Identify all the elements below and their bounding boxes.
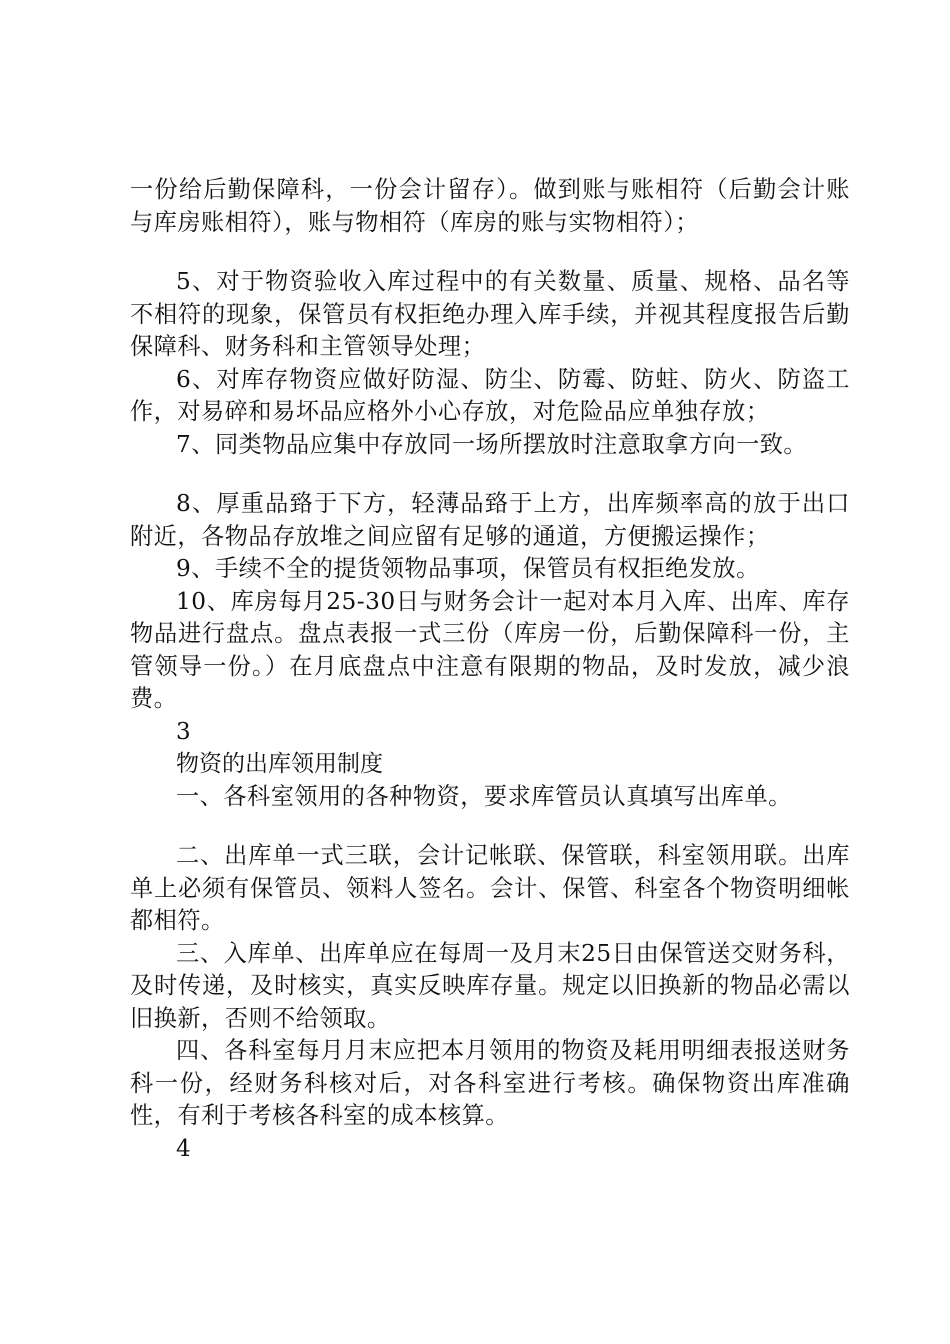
page-marker-4: 4 [176,1135,191,1162]
spacer [130,813,850,840]
document-page [130,174,850,1165]
paragraph-item-8: 8、厚重品臵于下方，轻薄品臵于上方，出库频率高的放于出口附近，各物品存放堆之间应留有足够的通道，方便搬运操作； [130,490,850,550]
paragraph-continuation: 一份给后勤保障科，一份会计留存）。做到账与账相符（后勤会计账与库房账相符），账与物相符（库房的账与实物相符）； [130,176,850,236]
paragraph-item-7: 7、同类物品应集中存放同一场所摆放时注意取拿方向一致。 [176,430,808,458]
page-marker-3: 3 [176,718,191,745]
paragraph-item-6: 6、对库存物资应做好防湿、防尘、防霉、防蛀、防火、防盗工作，对易碎和易坏品应格外小心存放，对危险品应单独存放； [130,365,850,425]
paragraph-item-9: 9、手续不全的提货领物品事项，保管员有权拒绝发放。 [176,555,760,582]
section-title: 物资的出库领用制度 [176,751,383,777]
spacer [130,239,850,266]
spacer [130,461,850,488]
paragraph-item-10: 10、库房每月25-30日与财务会计一起对本月入库、出库、库存物品进行盘点。盘点表报一式三份（库房一份，后勤保障科一份，主管领导一份。）在月底盘点中注意有限期的物品，及时发放，减少浪费。 [130,587,850,712]
section-item-4: 四、各科室每月月末应把本月领用的物资及耗用明细表报送财务科一份，经财务科核对后，对各科室进行考核。确保物资出库准确性，有利于考核各科室的成本核算。 [130,1037,850,1129]
paragraph-item-5: 5、对于物资验收入库过程中的有关数量、质量、规格、品名等不相符的现象，保管员有权拒绝办理入库手续，并视其程度报告后勤保障科、财务科和主管领导处理； [130,268,850,360]
section-item-1: 一、各科室领用的各种物资，要求库管员认真填写出库单。 [176,782,792,810]
section-item-3: 三、入库单、出库单应在每周一及月末25日由保管送交财务科，及时传递，及时核实，真实反映库存量。规定以旧换新的物品必需以旧换新，否则不给领取。 [130,939,850,1032]
section-item-2: 二、出库单一式三联，会计记帐联、保管联，科室领用联。出库单上必须有保管员、领料人签名。会计、保管、科室各个物资明细帐都相符。 [130,842,850,934]
